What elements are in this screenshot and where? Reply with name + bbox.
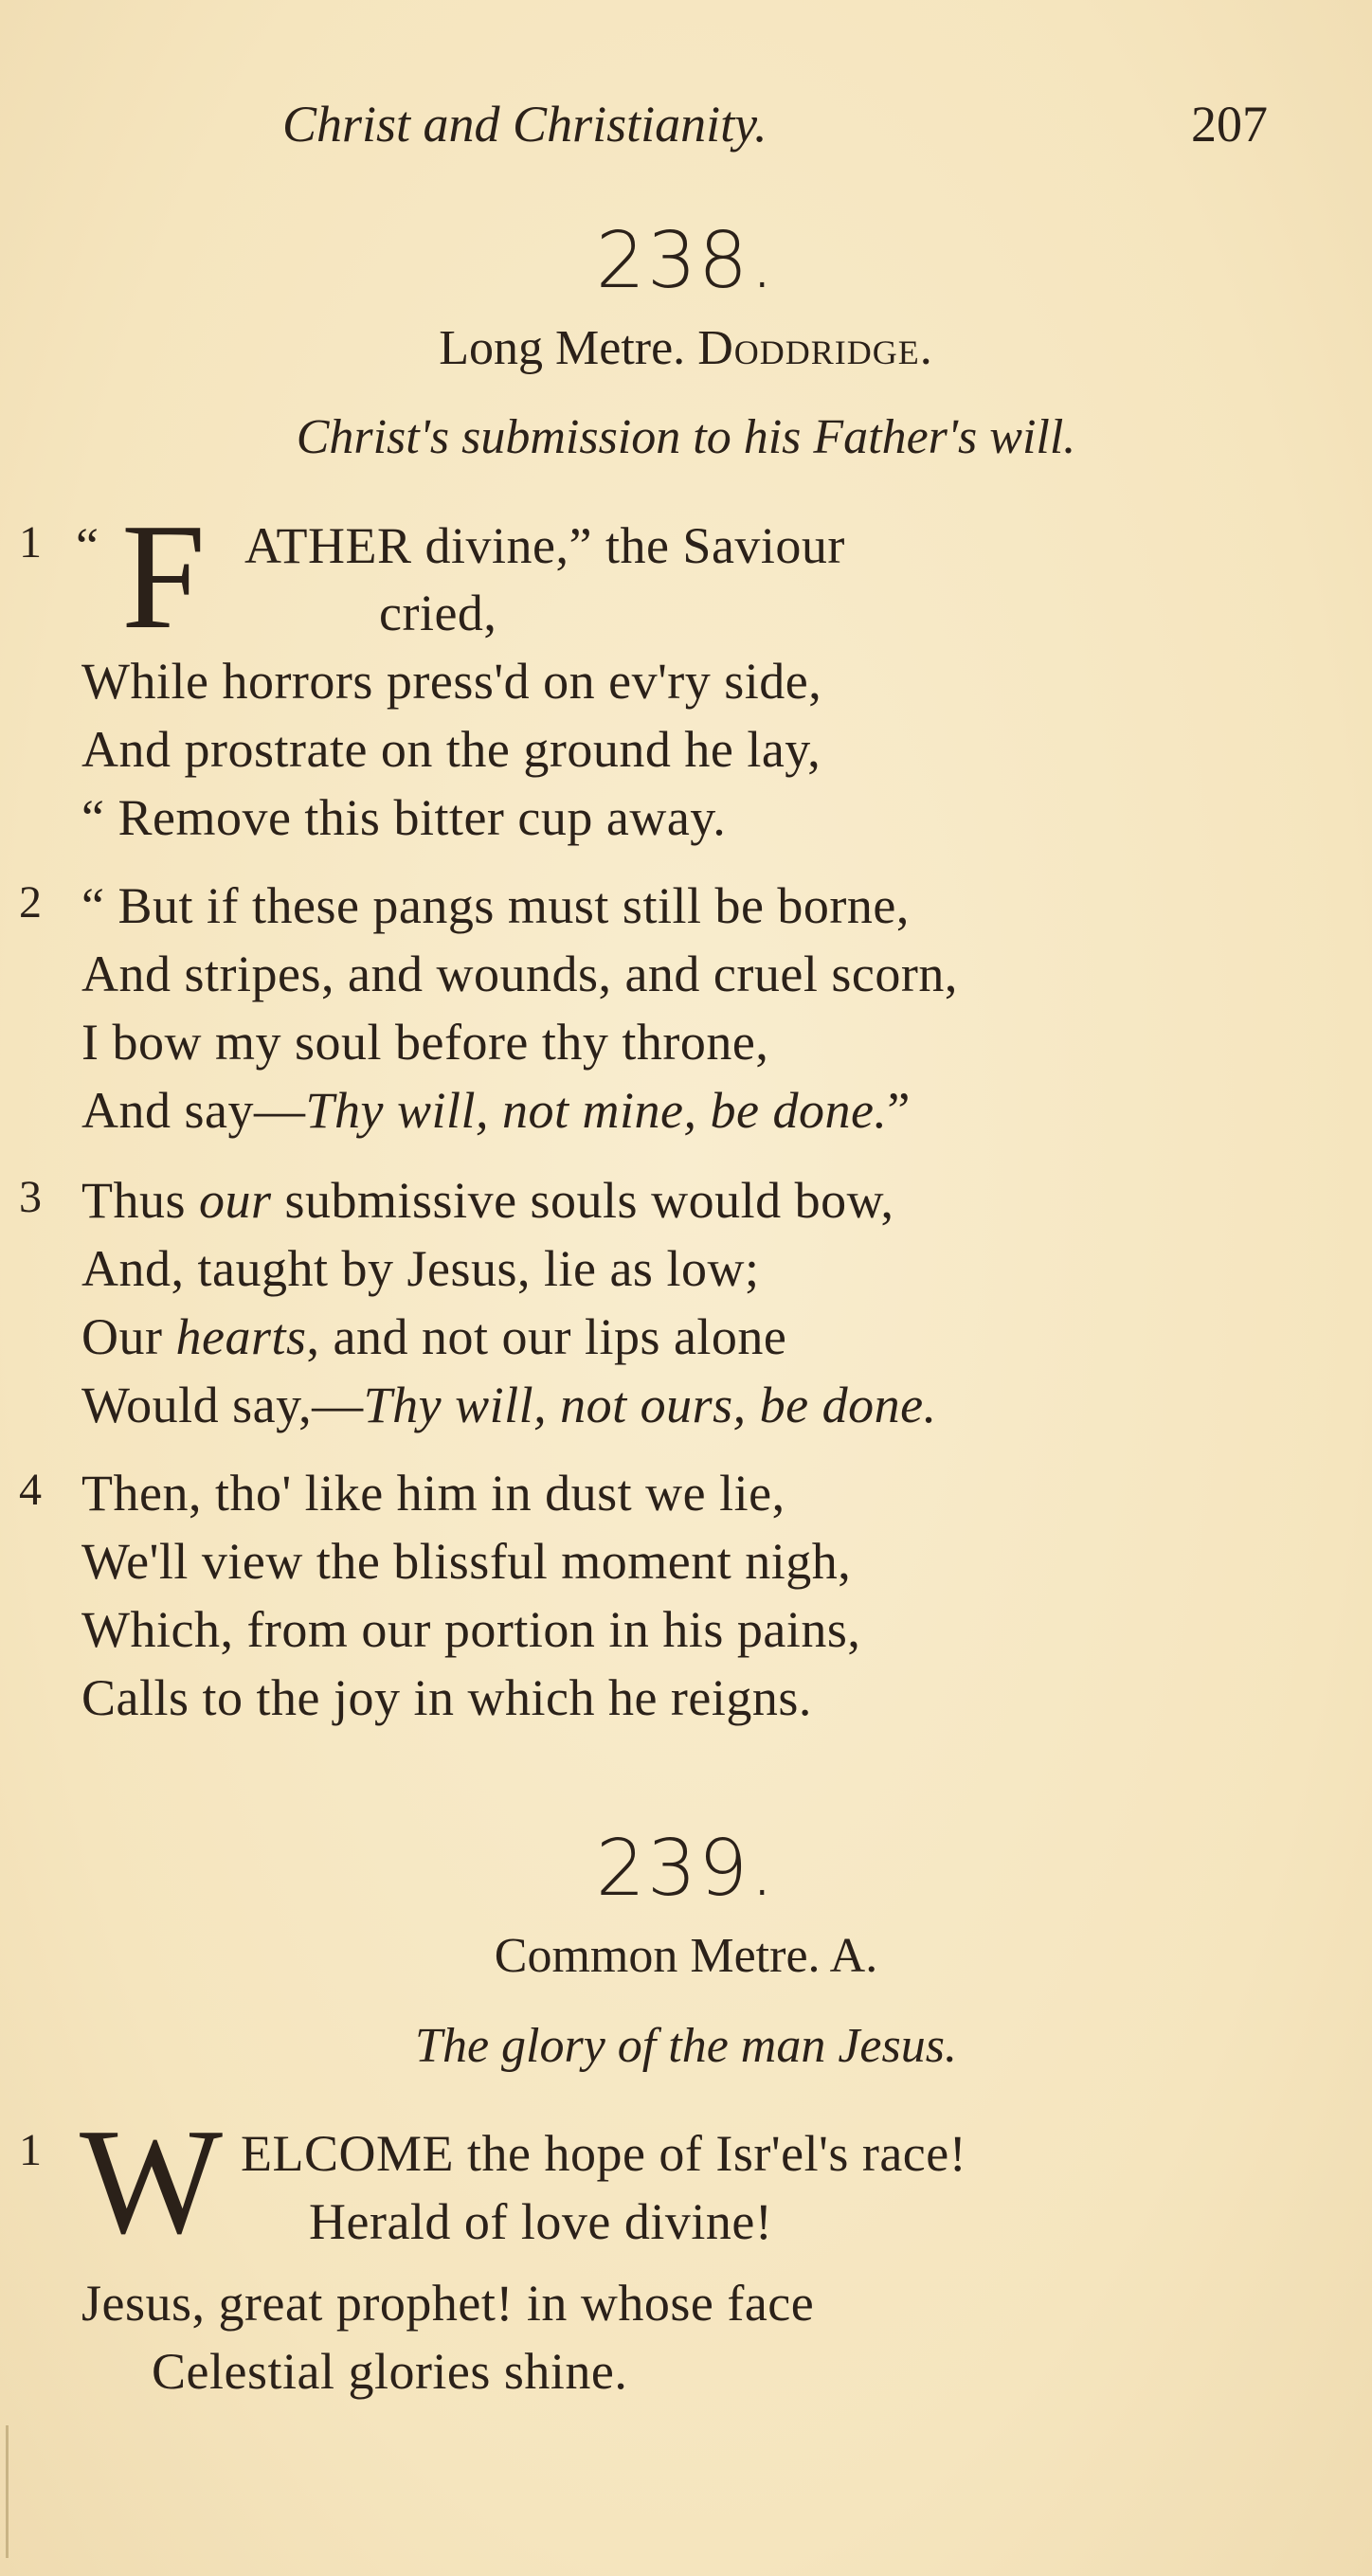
running-title: Christ and Christianity. — [282, 96, 767, 153]
verse-line: And, taught by Jesus, lie as low; — [81, 1240, 760, 1297]
verse-number: 1 — [19, 2125, 42, 2175]
verse-line: “ But if these pangs must still be borne, — [81, 877, 910, 934]
verse-line: Then, tho' like him in dust we lie, — [81, 1465, 785, 1522]
verse-text: submissive souls would bow, — [271, 1172, 894, 1229]
verse-text: Thus — [81, 1172, 199, 1229]
verse-line: “ Remove this bitter cup away. — [81, 789, 727, 846]
metre-label: Long Metre. — [439, 321, 686, 375]
hymn-subject: The glory of the man Jesus. — [415, 2019, 957, 2073]
hymn-metre — [0, 320, 1372, 376]
verse-text: Our — [81, 1308, 176, 1365]
verse-number: 3 — [19, 1172, 42, 1222]
verse-line: ELCOME the hope of Isr'el's race! — [241, 2125, 967, 2182]
drop-cap-letter: F — [121, 492, 206, 660]
verse-line: Calls to the joy in which he reigns. — [81, 1669, 812, 1726]
verse-line: cried, — [379, 585, 497, 641]
verse-line — [81, 1171, 894, 1230]
verse-line: Jesus, great prophet! in whose face — [81, 2275, 815, 2332]
verse-line: And prostrate on the ground he lay, — [81, 721, 821, 778]
verse-line: ATHER divine,” the Saviour — [244, 517, 845, 574]
verse-italic-text: Thy will, not mine, be done. — [305, 1082, 888, 1139]
verse-number: 1 — [19, 517, 42, 567]
hymn-author: Doddridge. — [697, 321, 933, 375]
verse-line: Which, from our portion in his pains, — [81, 1601, 861, 1658]
page-edge-mark — [6, 2425, 9, 2558]
verse-line — [81, 1081, 911, 1140]
verse-opening-quote: “ — [76, 517, 99, 574]
hymn-subject: Christ's submission to his Father's will. — [296, 410, 1076, 464]
verse-italic-text: Thy will, not ours, be done. — [363, 1377, 937, 1433]
verse-closing-quote: ” — [887, 1082, 911, 1139]
verse-number: 2 — [19, 877, 42, 928]
verse-line — [81, 1307, 786, 1366]
verse-line: And stripes, and wounds, and cruel scorn, — [81, 946, 958, 1002]
verse-italic-text: our — [199, 1172, 272, 1229]
verse-line: I bow my soul before thy throne, — [81, 1014, 769, 1071]
page-number: 207 — [1191, 96, 1268, 153]
hymn-number: 239. — [595, 1824, 777, 1914]
verse-text: , and not our lips alone — [306, 1308, 787, 1365]
verse-text: Would say,— — [81, 1377, 364, 1433]
hymn-number: 238. — [595, 216, 777, 306]
verse-line: We'll view the blissful moment nigh, — [81, 1533, 852, 1590]
verse-line: While horrors press'd on ev'ry side, — [81, 653, 822, 710]
verse-text: And say— — [81, 1082, 306, 1139]
hymn-metre: Common Metre. A. — [494, 1929, 878, 1983]
verse-line — [81, 1376, 937, 1434]
verse-line: Celestial glories shine. — [152, 2343, 628, 2400]
verse-line: Herald of love divine! — [309, 2193, 773, 2250]
verse-number: 4 — [19, 1465, 42, 1515]
verse-italic-text: hearts — [175, 1308, 307, 1365]
drop-cap-letter: W — [80, 2097, 224, 2265]
